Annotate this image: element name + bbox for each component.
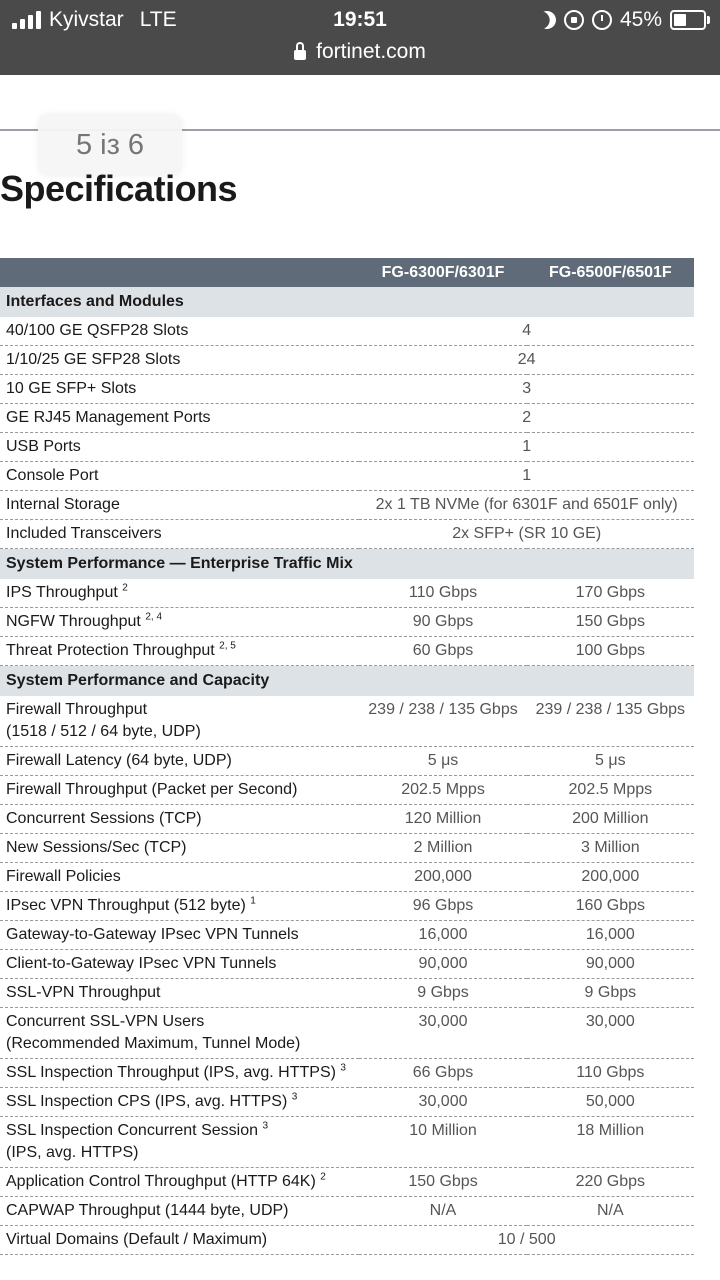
- row-label-text: CAPWAP Throughput (1444 byte, UDP): [6, 1202, 289, 1219]
- row-label: [0, 317, 359, 346]
- row-value-shared: 2: [359, 404, 694, 433]
- row-label: [0, 776, 359, 805]
- table-row: [0, 1168, 694, 1197]
- row-label: [0, 1059, 359, 1088]
- row-label-text: SSL Inspection CPS (IPS, avg. HTTPS): [6, 1093, 288, 1110]
- row-label: [0, 637, 359, 666]
- row-value-fg6500f: 200 Million: [527, 805, 694, 834]
- row-value-fg6300f: 150 Gbps: [359, 1168, 526, 1197]
- row-label-text: Firewall Throughput: [6, 701, 148, 718]
- footnote-ref: 3: [262, 1120, 269, 1132]
- table-row: [0, 863, 694, 892]
- row-value-fg6500f: 18 Million: [527, 1117, 694, 1168]
- battery-percent: 45%: [619, 8, 662, 31]
- row-value-fg6500f: 50,000: [527, 1088, 694, 1117]
- row-value-shared: 3: [359, 375, 694, 404]
- alarm-icon: [592, 10, 612, 30]
- row-value-fg6300f: 90 Gbps: [359, 608, 526, 637]
- table-row: [0, 921, 694, 950]
- row-value-fg6300f: 5 μs: [359, 747, 526, 776]
- row-label: [0, 579, 359, 608]
- table-row: [0, 1197, 694, 1226]
- row-label-text: Concurrent Sessions (TCP): [6, 810, 202, 827]
- table-row: [0, 608, 694, 637]
- page-indicator: 5 із 6: [38, 114, 182, 176]
- table-row: [0, 1059, 694, 1088]
- row-label: [0, 892, 359, 921]
- table-row: [0, 579, 694, 608]
- status-right: [538, 6, 706, 34]
- row-label: [0, 1117, 359, 1168]
- table-row: [0, 491, 694, 520]
- row-value-fg6500f: 150 Gbps: [527, 608, 694, 637]
- rotation-lock-icon: [564, 10, 584, 30]
- row-value-fg6500f: 239 / 238 / 135 Gbps: [527, 696, 694, 747]
- row-value-fg6500f: 160 Gbps: [527, 892, 694, 921]
- section-header-row: [0, 666, 694, 697]
- row-label: [0, 950, 359, 979]
- row-label-text: Threat Protection Throughput: [6, 642, 215, 659]
- row-label: [0, 1197, 359, 1226]
- header-blank: [0, 258, 359, 287]
- row-label-text: Firewall Policies: [6, 868, 121, 885]
- footnote-ref: 3: [291, 1091, 298, 1103]
- row-label-text-line2: (1518 / 512 / 64 byte, UDP): [6, 723, 201, 740]
- row-label: [0, 1168, 359, 1197]
- row-label-text: Virtual Domains (Default / Maximum): [6, 1231, 268, 1248]
- row-value-fg6300f: 66 Gbps: [359, 1059, 526, 1088]
- row-label: [0, 863, 359, 892]
- row-label: [0, 696, 359, 747]
- table-row: [0, 462, 694, 491]
- table-row: [0, 696, 694, 747]
- row-value-fg6500f: 16,000: [527, 921, 694, 950]
- table-row: [0, 404, 694, 433]
- row-label-text: NGFW Throughput: [6, 613, 141, 630]
- row-label: [0, 1088, 359, 1117]
- row-label: [0, 608, 359, 637]
- row-label-text-line2: (IPS, avg. HTTPS): [6, 1144, 139, 1161]
- table-row: [0, 1008, 694, 1059]
- row-value-fg6300f: 30,000: [359, 1008, 526, 1059]
- table-row: [0, 979, 694, 1008]
- row-value-fg6300f: 90,000: [359, 950, 526, 979]
- row-value-fg6500f: 90,000: [527, 950, 694, 979]
- row-label-text: Concurrent SSL-VPN Users: [6, 1013, 205, 1030]
- spec-table: [0, 258, 694, 1255]
- row-label-text: Firewall Latency (64 byte, UDP): [6, 752, 232, 769]
- row-value-fg6300f: 60 Gbps: [359, 637, 526, 666]
- row-value-fg6300f: 96 Gbps: [359, 892, 526, 921]
- row-value-fg6300f: 239 / 238 / 135 Gbps: [359, 696, 526, 747]
- row-label-text: USB Ports: [6, 438, 81, 455]
- row-value-fg6500f: N/A: [527, 1197, 694, 1226]
- row-label-text: SSL Inspection Throughput (IPS, avg. HTTPS): [6, 1064, 336, 1081]
- table-row: [0, 747, 694, 776]
- section-title: System Performance — Enterprise Traffic Mix: [0, 549, 694, 580]
- row-value-shared: 2x SFP+ (SR 10 GE): [359, 520, 694, 549]
- row-value-fg6500f: 5 μs: [527, 747, 694, 776]
- footnote-ref: 3: [340, 1062, 346, 1074]
- row-label-text: Client-to-Gateway IPsec VPN Tunnels: [6, 955, 277, 972]
- moon-icon: [535, 8, 558, 31]
- row-label: [0, 1008, 359, 1059]
- row-value-fg6500f: 9 Gbps: [527, 979, 694, 1008]
- row-label: [0, 404, 359, 433]
- column-header: FG-6500F/6501F: [527, 258, 694, 287]
- row-value-fg6500f: 3 Million: [527, 834, 694, 863]
- table-row: [0, 776, 694, 805]
- row-value-shared: 1: [359, 462, 694, 491]
- row-value-shared: 4: [359, 317, 694, 346]
- table-row: [0, 346, 694, 375]
- table-row: [0, 834, 694, 863]
- url-text[interactable]: fortinet.com: [316, 40, 426, 63]
- clock: 19:51: [333, 8, 387, 31]
- row-label: [0, 1226, 359, 1255]
- row-value-fg6500f: 200,000: [527, 863, 694, 892]
- column-header: FG-6300F/6301F: [359, 258, 526, 287]
- row-value-fg6500f: 100 Gbps: [527, 637, 694, 666]
- table-header-row: [0, 258, 694, 287]
- address-bar[interactable]: [0, 36, 720, 68]
- row-label-text: GE RJ45 Management Ports: [6, 409, 211, 426]
- row-value-fg6300f: 120 Million: [359, 805, 526, 834]
- status-bar: [0, 0, 720, 75]
- row-value-fg6300f: 110 Gbps: [359, 579, 526, 608]
- row-label-text: IPsec VPN Throughput (512 byte): [6, 897, 246, 914]
- footnote-ref: 2, 4: [145, 611, 163, 623]
- row-value-shared: 24: [359, 346, 694, 375]
- row-value-fg6300f: 10 Million: [359, 1117, 526, 1168]
- carrier-name: Kyivstar: [49, 8, 124, 31]
- table-row: [0, 433, 694, 462]
- row-label: [0, 375, 359, 404]
- footnote-ref: 2, 5: [219, 640, 236, 652]
- row-label: [0, 346, 359, 375]
- row-label-text-line2: (Recommended Maximum, Tunnel Mode): [6, 1035, 301, 1052]
- padlock-icon: [294, 50, 306, 60]
- row-value-fg6500f: 30,000: [527, 1008, 694, 1059]
- table-row: [0, 1088, 694, 1117]
- signal-icon: [12, 11, 41, 29]
- row-label-text: Console Port: [6, 467, 99, 484]
- footnote-ref: 1: [250, 895, 256, 907]
- table-row: [0, 1226, 694, 1255]
- row-label: [0, 747, 359, 776]
- row-value-shared: 10 / 500: [359, 1226, 694, 1255]
- row-label-text: IPS Throughput: [6, 584, 118, 601]
- row-label: [0, 979, 359, 1008]
- row-value-fg6500f: 220 Gbps: [527, 1168, 694, 1197]
- row-label: [0, 491, 359, 520]
- row-label: [0, 805, 359, 834]
- section-header-row: [0, 549, 694, 580]
- row-value-fg6300f: 9 Gbps: [359, 979, 526, 1008]
- row-value-fg6300f: 16,000: [359, 921, 526, 950]
- page-title: Specifications: [0, 168, 238, 209]
- row-value-fg6500f: 170 Gbps: [527, 579, 694, 608]
- table-row: [0, 950, 694, 979]
- row-value-fg6300f: 200,000: [359, 863, 526, 892]
- row-label: [0, 433, 359, 462]
- row-label-text: SSL-VPN Throughput: [6, 984, 161, 1001]
- section-header-row: [0, 287, 694, 317]
- row-value-shared: 1: [359, 433, 694, 462]
- table-row: [0, 520, 694, 549]
- table-row: [0, 637, 694, 666]
- row-value-fg6500f: 110 Gbps: [527, 1059, 694, 1088]
- row-label: [0, 520, 359, 549]
- row-label-text: Firewall Throughput (Packet per Second): [6, 781, 298, 798]
- row-label-text: 40/100 GE QSFP28 Slots: [6, 322, 189, 339]
- row-value-fg6300f: N/A: [359, 1197, 526, 1226]
- footnote-ref: 2: [122, 582, 128, 594]
- table-row: [0, 892, 694, 921]
- table-row: [0, 317, 694, 346]
- table-row: [0, 375, 694, 404]
- row-value-fg6300f: 202.5 Mpps: [359, 776, 526, 805]
- row-value-fg6500f: 202.5 Mpps: [527, 776, 694, 805]
- status-left: [12, 6, 177, 34]
- row-label-text: Application Control Throughput (HTTP 64K): [6, 1173, 316, 1190]
- row-label-text: New Sessions/Sec (TCP): [6, 839, 187, 856]
- table-row: [0, 805, 694, 834]
- row-label: [0, 921, 359, 950]
- footnote-ref: 2: [320, 1171, 326, 1183]
- network-type: LTE: [139, 8, 177, 31]
- row-value-shared: 2x 1 TB NVMe (for 6301F and 6501F only): [359, 491, 694, 520]
- row-label-text: Internal Storage: [6, 496, 120, 513]
- row-label: [0, 462, 359, 491]
- row-label-text: SSL Inspection Concurrent Session: [6, 1122, 258, 1139]
- row-label: [0, 834, 359, 863]
- section-title: System Performance and Capacity: [0, 666, 694, 697]
- battery-icon: [670, 10, 706, 30]
- row-value-fg6300f: 2 Million: [359, 834, 526, 863]
- row-label-text: Included Transceivers: [6, 525, 162, 542]
- section-title: Interfaces and Modules: [0, 287, 694, 317]
- table-row: [0, 1117, 694, 1168]
- row-label-text: Gateway-to-Gateway IPsec VPN Tunnels: [6, 926, 299, 943]
- row-label-text: 10 GE SFP+ Slots: [6, 380, 137, 397]
- row-value-fg6300f: 30,000: [359, 1088, 526, 1117]
- row-label-text: 1/10/25 GE SFP28 Slots: [6, 351, 181, 368]
